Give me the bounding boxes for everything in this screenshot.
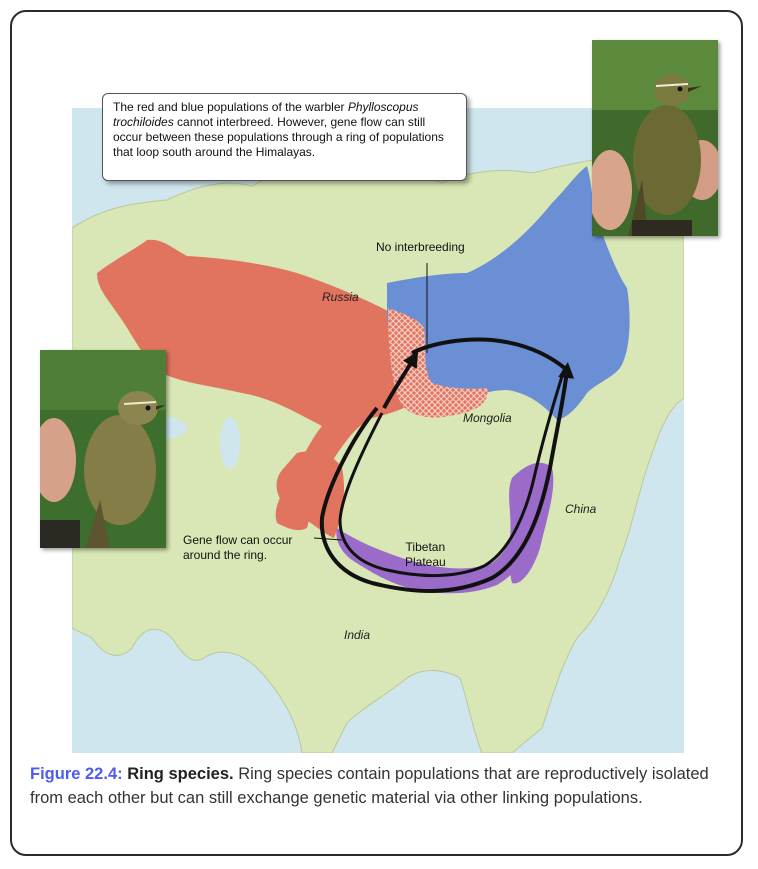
caption-title: Ring species.: [127, 765, 234, 783]
label-russia: Russia: [322, 290, 359, 304]
caption-text: Ring species contain populations that are reproductively isolated from each other but can still exchange genetic material via other linking populations.: [30, 765, 709, 807]
caption-figure-number: Figure 22.4:: [30, 765, 123, 783]
warbler-photo-east: [592, 40, 718, 236]
warbler-photo-west: [40, 350, 166, 548]
label-india: India: [344, 628, 371, 642]
caspian-sea: [220, 417, 240, 469]
callout-text-after: cannot interbreed. However, gene flow can still occur between these populations through a ring of populations that loop south around the Himalayas.: [113, 115, 444, 159]
label-china: China: [565, 502, 597, 516]
label-no-interbreeding: No interbreeding: [376, 240, 465, 254]
label-tibetan-line2: Plateau: [405, 555, 446, 569]
callout-species-name: Phylloscopus trochiloides: [113, 100, 419, 129]
label-gene-flow-line2: around the ring.: [183, 548, 268, 562]
figure-caption: [30, 762, 720, 810]
label-mongolia: Mongolia: [463, 411, 512, 425]
label-gene-flow: [183, 533, 292, 563]
label-tibetan-line1: Tibetan: [405, 540, 446, 554]
callout-box: [102, 93, 467, 181]
callout-text-before: The red and blue populations of the warbler: [113, 100, 348, 114]
label-tibetan-plateau: [405, 540, 446, 570]
label-gene-flow-line1: Gene flow can occur: [183, 533, 293, 547]
